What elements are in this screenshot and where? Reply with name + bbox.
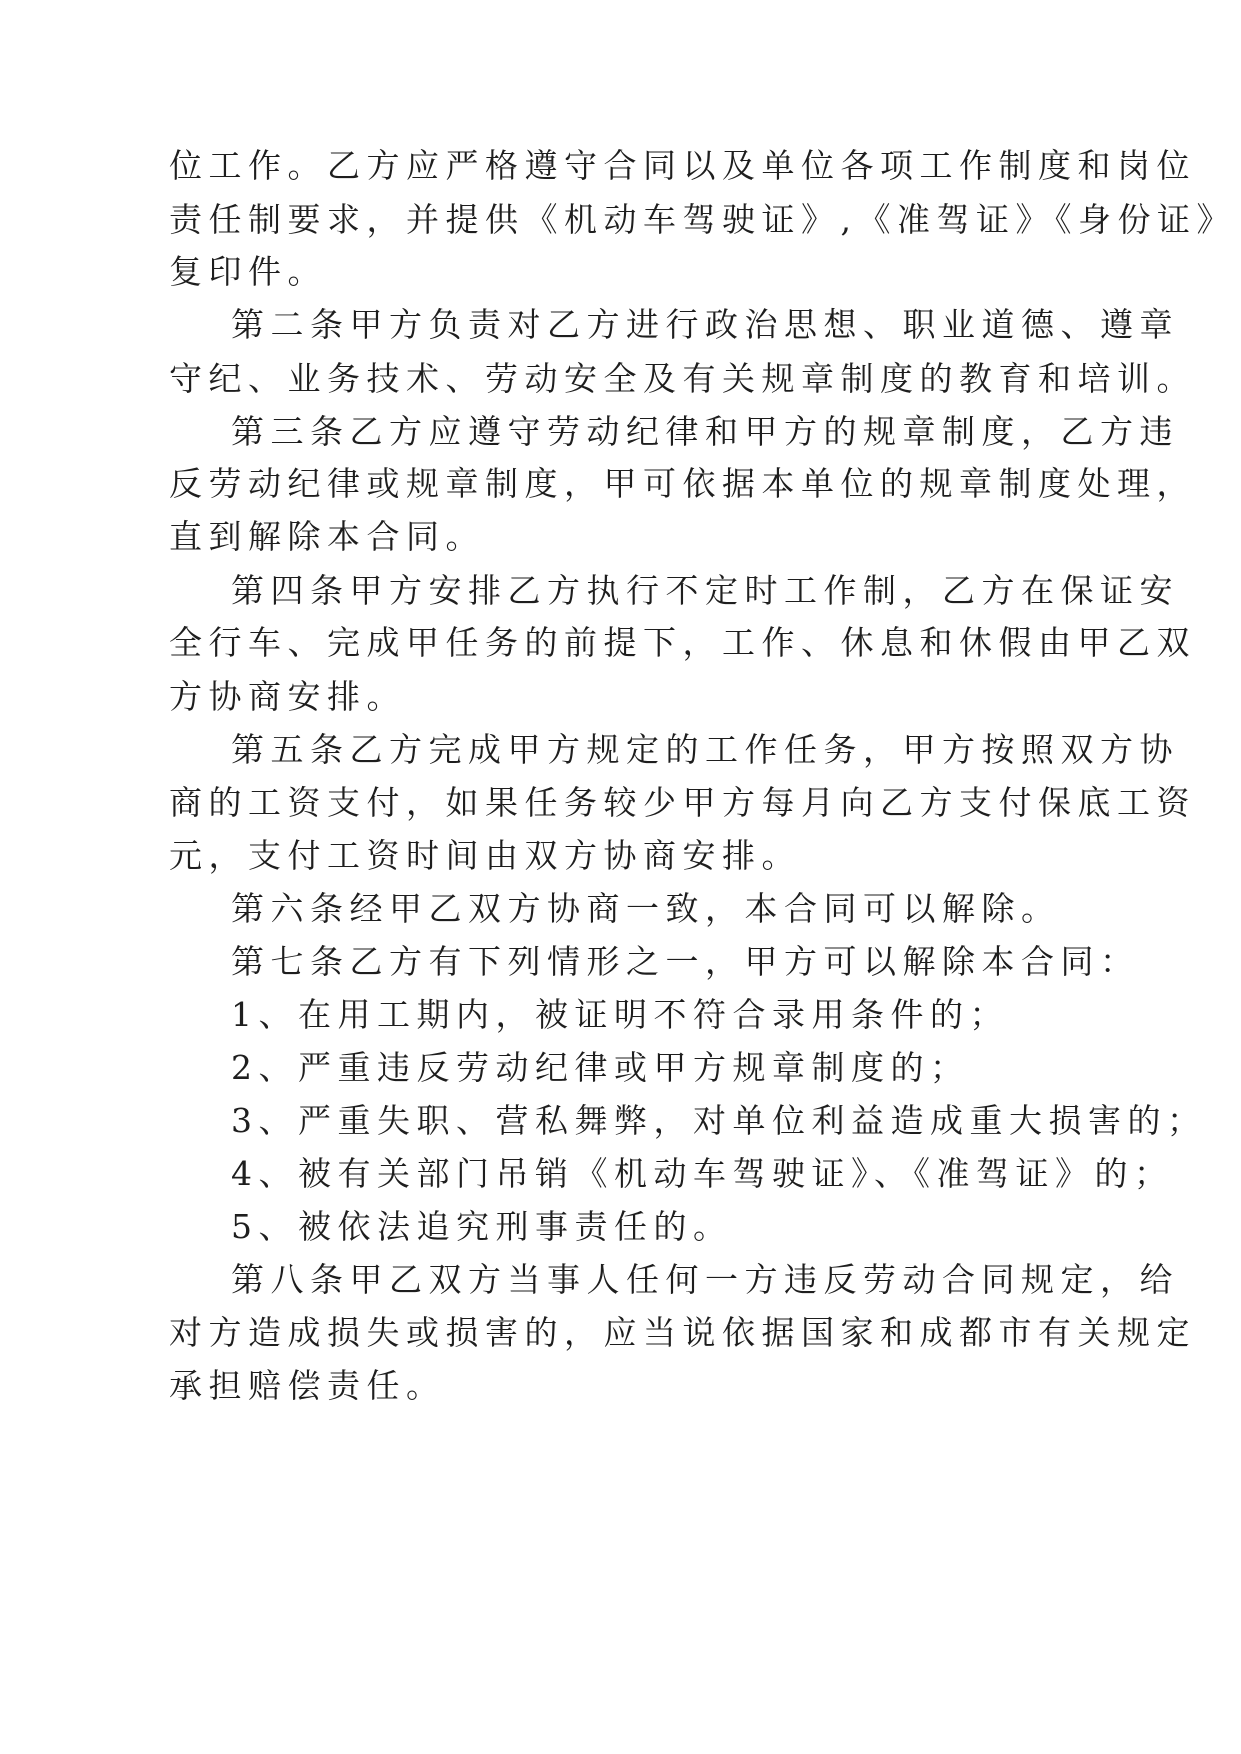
text-line: 责任制要求，并提供《机动车驾驶证》,《准驾证》《身份证》 [169,200,1236,239]
text-line: 3、严重失职、营私舞弊，对单位利益造成重大损害的； [231,1101,1207,1140]
text-line: 元，支付工资时间由双方协商安排。 [169,836,801,875]
text-line: 商的工资支付，如果任务较少甲方每月向乙方支付保底工资 [169,783,1196,822]
text-line: 5、被依法追究刑事责任的。 [231,1207,733,1246]
text-line: 第八条甲乙双方当事人任何一方违反劳动合同规定，给 [231,1260,1179,1299]
text-line: 全行车、完成甲任务的前提下，工作、休息和休假由甲乙双 [169,623,1196,662]
text-line: 1、在用工期内，被证明不符合录用条件的； [231,995,1009,1034]
text-line: 守纪、业务技术、劳动安全及有关规章制度的教育和培训。 [169,359,1196,398]
text-line: 2、严重违反劳动纪律或甲方规章制度的； [231,1048,970,1087]
text-line: 第七条乙方有下列情形之一，甲方可以解除本合同： [231,942,1140,981]
text-line: 方协商安排。 [169,677,406,716]
text-line: 第四条甲方安排乙方执行不定时工作制，乙方在保证安 [231,571,1179,610]
text-line: 4、被有关部门吊销《机动车驾驶证》、《准驾证》的； [231,1154,1174,1193]
text-line: 直到解除本合同。 [169,517,485,556]
text-line: 位工作。乙方应严格遵守合同以及单位各项工作制度和岗位 [169,146,1196,185]
text-line: 第二条甲方负责对乙方进行政治思想、职业道德、遵章 [231,305,1179,344]
text-line: 第六条经甲乙双方协商一致，本合同可以解除。 [231,889,1061,928]
text-line: 第三条乙方应遵守劳动纪律和甲方的规章制度，乙方违 [231,412,1179,451]
text-line: 复印件。 [169,252,327,291]
text-line: 承担赔偿责任。 [169,1366,446,1405]
text-line: 第五条乙方完成甲方规定的工作任务，甲方按照双方协 [231,730,1179,769]
text-line: 对方造成损失或损害的，应当说依据国家和成都市有关规定 [169,1313,1196,1352]
text-line: 反劳动纪律或规章制度，甲可依据本单位的规章制度处理， [169,464,1196,503]
